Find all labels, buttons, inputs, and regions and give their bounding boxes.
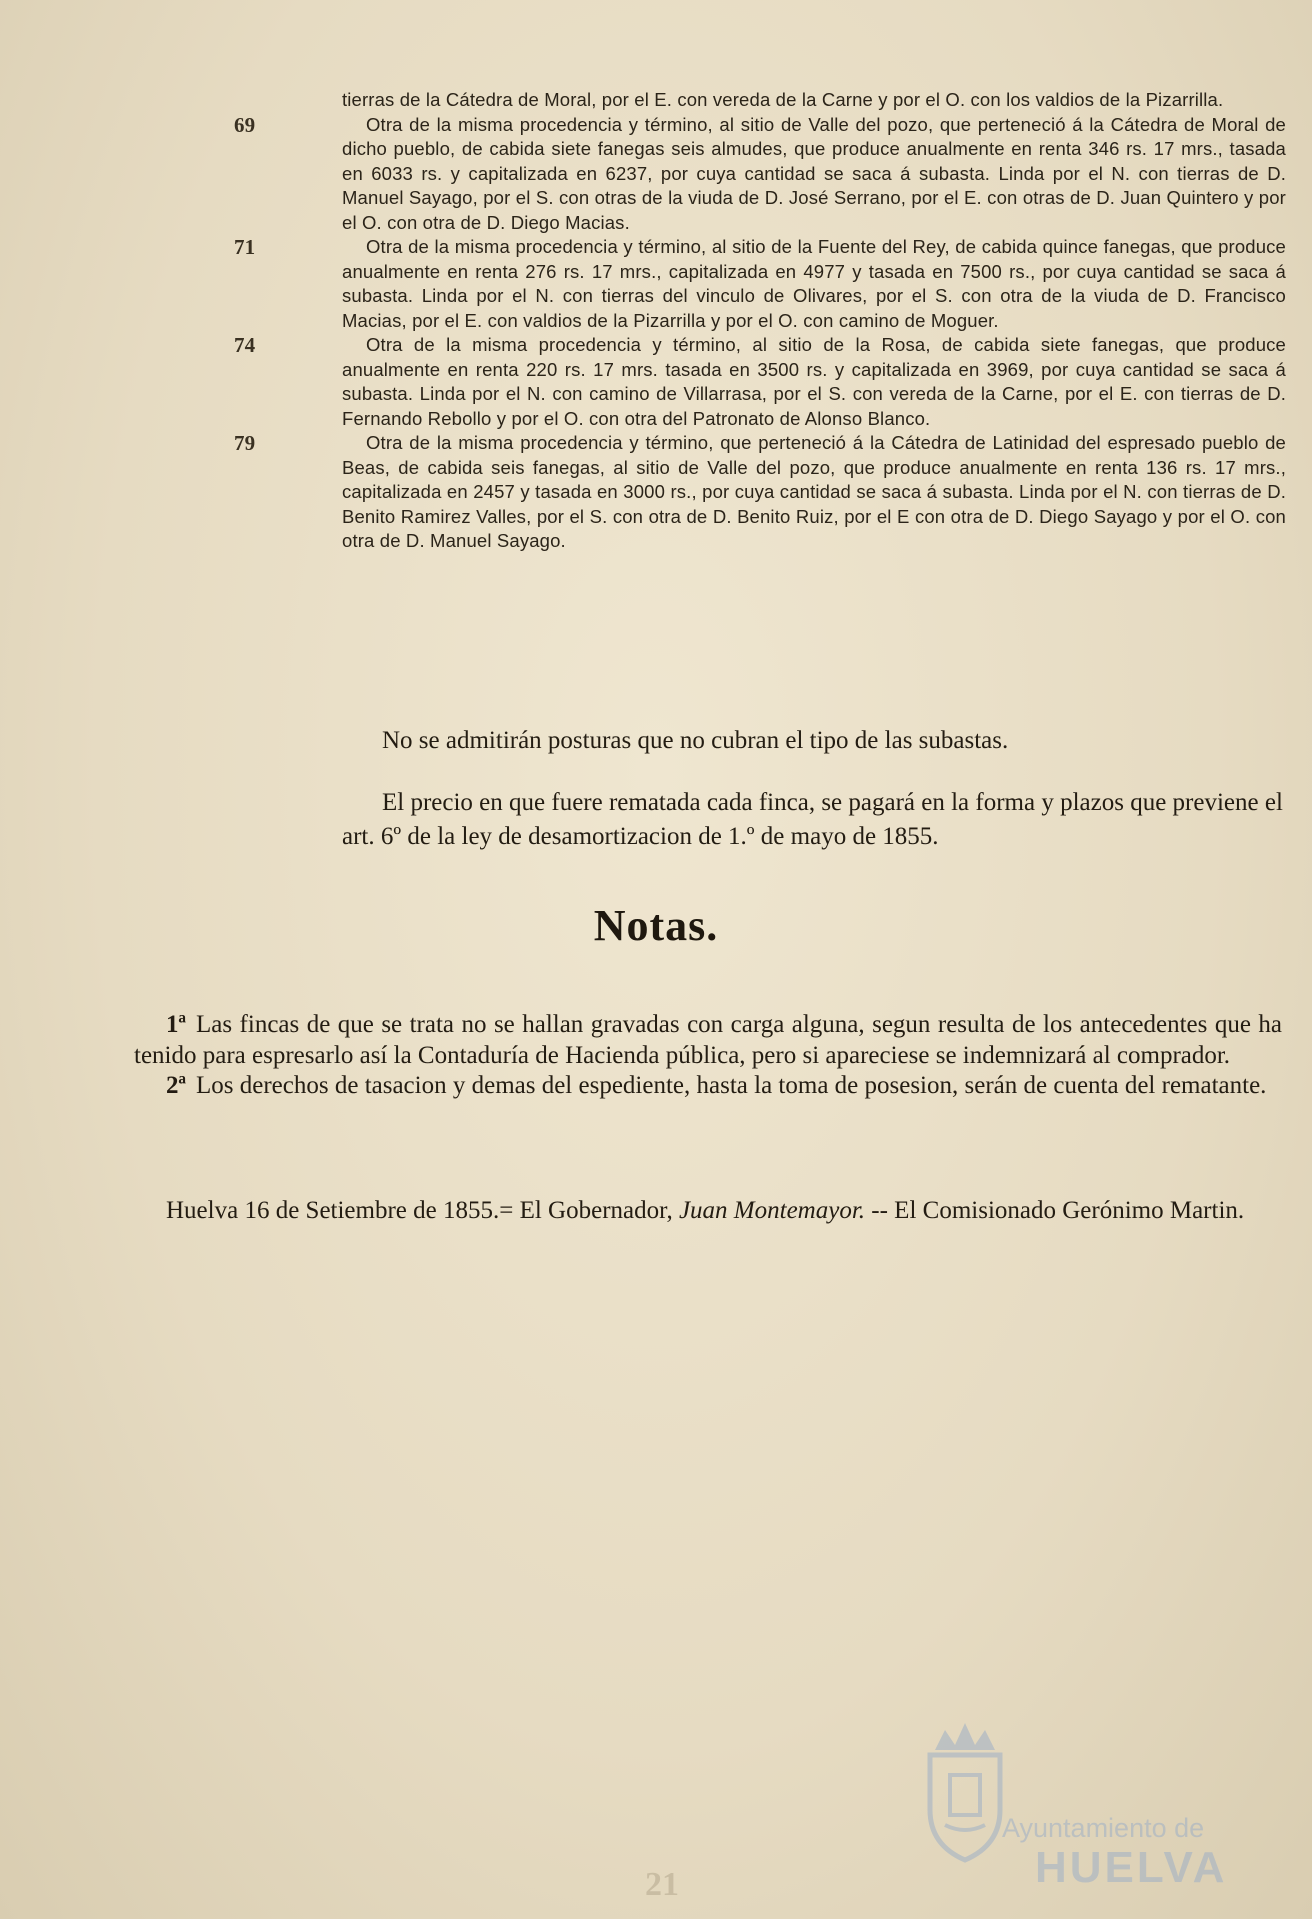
note-mark: 2ª (166, 1072, 186, 1099)
property-entry (342, 88, 1286, 113)
entry-text: Otra de la misma procedencia y término, al sitio de Valle del pozo, que perteneció á la Cátedra de Moral de dicho pueblo, de cabida siete fanegas seis almudes, que produce anualmente en renta 346 rs. 17 mrs., tasada en 6033 rs. y capitalizada en 6237, por cuya cantidad se saca á subasta. Linda por el N. con tierras de D. Manuel Sayago, por el S. con otras de la viuda de D. José Serrano, por el E. con otras de D. Juan Quintero y por el O. con otra de D. Diego Macias. (342, 113, 1286, 233)
watermark-line1: Ayuntamiento de (1002, 1813, 1205, 1843)
property-entry (234, 112, 1286, 236)
note-item (134, 1010, 1282, 1071)
entry-number: 69 (234, 112, 256, 137)
entry-text: Otra de la misma procedencia y término, que perteneció á la Cátedra de Latinidad del espresado pueblo de Beas, de cabida seis fanegas, al sitio de Valle del pozo, que produce anualmente en renta 136 rs. 17 mrs., capitalizada en 2457 y tasada en 3000 rs., por cuya cantidad se saca á subasta. Linda por el N. con tierras de D. Benito Ramirez Valles, por el S. con otra de D. Benito Ruiz, por el E con otra de D. Diego Sayago y por el O. con otra de D. Manuel Sayago. (342, 432, 1286, 551)
property-entries (0, 88, 1312, 554)
signature-block (134, 1195, 1282, 1227)
commissioner-name: -- El Comisionado Gerónimo Martin. (871, 1197, 1245, 1224)
place-date: Huelva 16 de Setiembre de 1855.= El Gobernador, (166, 1197, 673, 1224)
minimum-bid-notice: No se admitirán posturas que no cubran el tipo de las subastas. (382, 727, 1009, 754)
property-entry (234, 235, 1286, 333)
property-entry (234, 333, 1286, 431)
note-text: Los derechos de tasacion y demas del espediente, hasta la toma de posesion, serán de cuenta del rematante. (196, 1072, 1267, 1099)
note-item (134, 1071, 1282, 1102)
entry-number: 74 (234, 333, 256, 357)
watermark-line2: HUELVA (1035, 1843, 1228, 1892)
entry-number: 79 (234, 431, 256, 455)
page-number: 21 (645, 1866, 679, 1903)
notes-list (134, 1010, 1282, 1102)
payment-notice: El precio en que fuere rematada cada finca, se pagará en la forma y plazos que previene el art. 6º de la ley de desamortizacion de 1.º de mayo de 1855. (342, 789, 1283, 850)
entry-text: tierras de la Cátedra de Moral, por el E. con vereda de la Carne y por el O. con los valdios de la Pizarrilla. (342, 89, 1224, 110)
note-text: Las fincas de que se trata no se hallan gravadas con carga alguna, segun resulta de los antecedentes que ha tenido para espresarlo así la Contaduría de Hacienda pública, pero si apareciese se indemnizará al comprador. (134, 1011, 1282, 1069)
property-entry (234, 431, 1286, 554)
entry-text: Otra de la misma procedencia y término, al sitio de la Rosa, de cabida siete fanegas, que produce anualmente en renta 220 rs. 17 mrs. tasada en 3500 rs. y capitalizada en 3969, por cuya cantidad se saca á subasta. Linda por el N. con camino de Villarrasa, por el S. con vereda de la Carne, por el E. con tierras de D. Fernando Rebollo y por el O. con otra del Patronato de Alonso Blanco. (342, 334, 1286, 429)
governor-name: Juan Montemayor. (678, 1197, 866, 1224)
entry-number: 71 (234, 235, 256, 259)
archive-watermark (910, 1715, 1250, 1892)
notes-heading: Notas. (593, 901, 719, 950)
entry-text: Otra de la misma procedencia y término, al sitio de la Fuente del Rey, de cabida quince fanegas, que produce anualmente en renta 276 rs. 17 mrs., capitalizada en 4977 y tasada en 7500 rs., por cuya cantidad se saca á subasta. Linda por el N. con tierras del vinculo de Olivares, por el S. con otra de la viuda de D. Francisco Macias, por el E. con valdios de la Pizarrilla y por el O. con camino de Moguer. (342, 236, 1286, 331)
note-mark: 1ª (166, 1011, 186, 1038)
